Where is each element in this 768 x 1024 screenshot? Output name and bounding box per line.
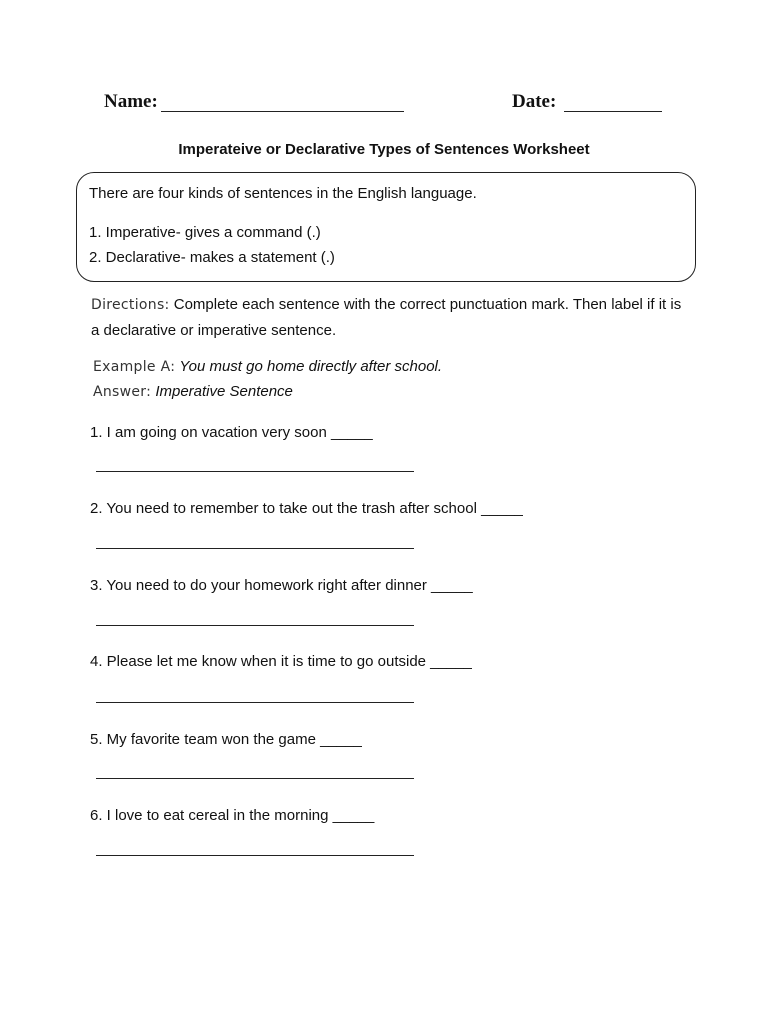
answer-blank-4[interactable]	[96, 702, 414, 703]
date-label: Date:	[512, 91, 557, 112]
directions-text: Complete each sentence with the correct punctuation mark. Then label if it is a declarative or imperative sentence.	[91, 296, 682, 339]
info-box	[76, 172, 696, 282]
date-blank-line	[564, 111, 662, 112]
name-label: Name:	[104, 91, 158, 112]
example-sentence: You must go home directly after school.	[179, 358, 443, 375]
answer-row	[93, 381, 293, 403]
info-intro: There are four kinds of sentences in the English language.	[89, 185, 477, 202]
info-item-declarative: 2. Declarative- makes a statement (.)	[89, 249, 335, 266]
name-blank-line	[161, 111, 404, 112]
question-1: 1. I am going on vacation very soon _____	[90, 424, 373, 441]
answer-blank-6[interactable]	[96, 855, 414, 856]
directions	[91, 292, 691, 343]
answer-blank-3[interactable]	[96, 625, 414, 626]
worksheet-title: Imperateive or Declarative Types of Sentences Worksheet	[178, 141, 590, 158]
question-4: 4. Please let me know when it is time to go outside _____	[90, 653, 472, 670]
question-3: 3. You need to do your homework right after dinner _____	[90, 577, 473, 594]
question-5: 5. My favorite team won the game _____	[90, 731, 362, 748]
directions-label: Directions:	[91, 297, 170, 313]
answer-blank-5[interactable]	[96, 778, 414, 779]
answer-label: Answer:	[93, 384, 152, 400]
answer-blank-2[interactable]	[96, 548, 414, 549]
answer-blank-1[interactable]	[96, 471, 414, 472]
info-item-imperative: 1. Imperative- gives a command (.)	[89, 224, 321, 241]
question-6: 6. I love to eat cereal in the morning _____	[90, 807, 375, 824]
question-2: 2. You need to remember to take out the trash after school _____	[90, 500, 523, 517]
answer-text: Imperative Sentence	[155, 383, 293, 400]
example-label: Example A:	[93, 359, 176, 375]
example-a-row	[93, 356, 442, 378]
header	[104, 90, 664, 118]
